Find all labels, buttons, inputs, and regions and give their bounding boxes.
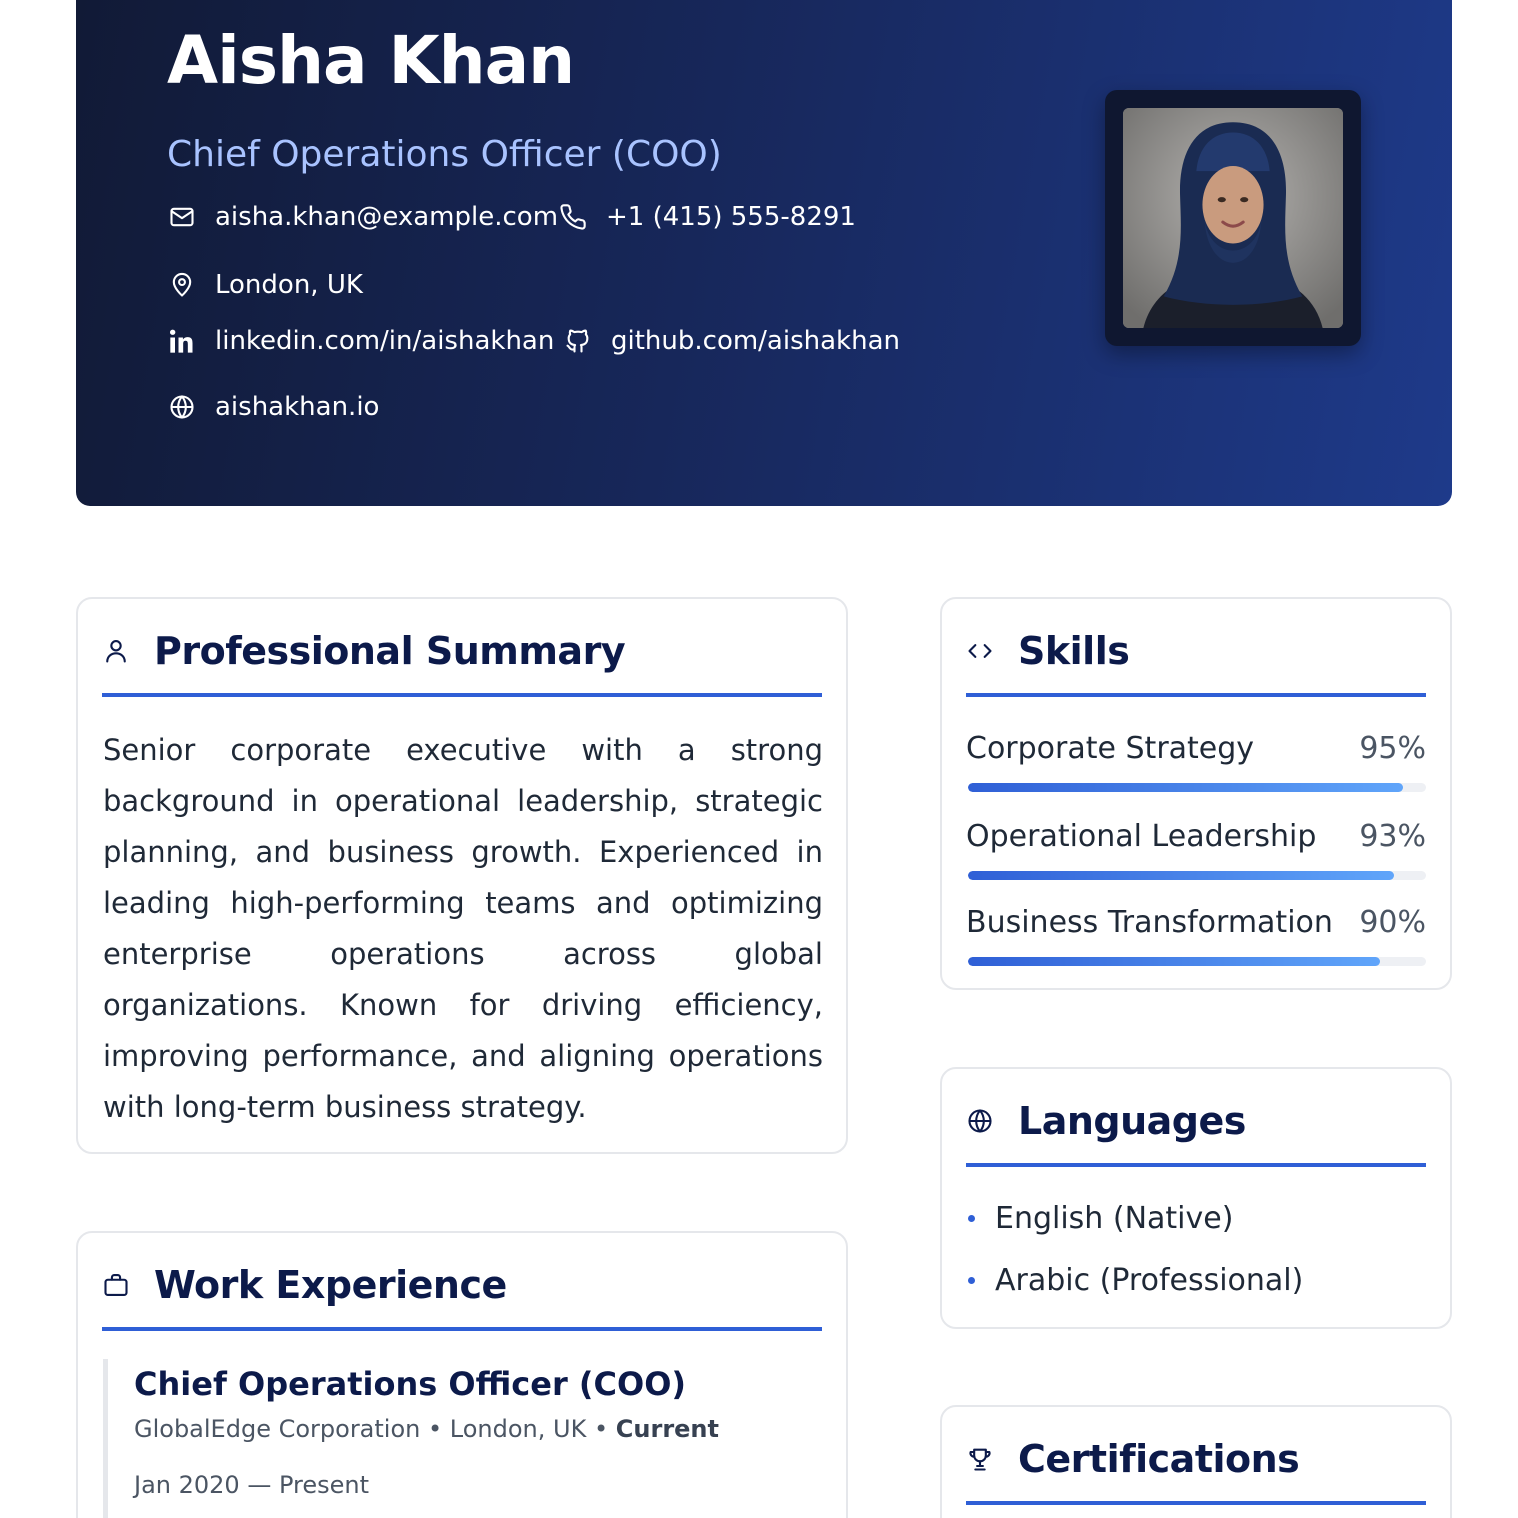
profile-photo-frame bbox=[1105, 90, 1361, 346]
skill-bar bbox=[968, 783, 1426, 792]
website-text: aishakhan.io bbox=[215, 392, 380, 422]
contact-github[interactable] bbox=[563, 326, 900, 356]
briefcase-icon bbox=[102, 1271, 132, 1301]
contact-website[interactable] bbox=[167, 392, 379, 422]
resume-header bbox=[76, 0, 1452, 506]
job-entry bbox=[103, 1359, 823, 1518]
language-item bbox=[966, 1201, 1233, 1236]
map-pin-icon bbox=[167, 270, 197, 300]
skill-item bbox=[966, 819, 1426, 899]
contact-linkedin[interactable] bbox=[167, 326, 554, 356]
experience-title: Work Experience bbox=[154, 1263, 507, 1307]
skill-bar-fill bbox=[968, 783, 1403, 792]
candidate-role: Chief Operations Officer (COO) bbox=[167, 134, 722, 175]
contact-phone[interactable] bbox=[558, 202, 856, 232]
skill-bar-fill bbox=[968, 871, 1394, 880]
certifications-title: Certifications bbox=[1018, 1437, 1300, 1481]
summary-header bbox=[102, 629, 822, 697]
summary-card bbox=[76, 597, 848, 1154]
contact-email[interactable] bbox=[167, 202, 558, 232]
skills-card bbox=[940, 597, 1452, 990]
github-icon bbox=[563, 326, 593, 356]
job-meta bbox=[134, 1415, 823, 1443]
skill-item bbox=[966, 731, 1426, 811]
certifications-card bbox=[940, 1405, 1452, 1518]
languages-header bbox=[966, 1099, 1426, 1167]
profile-photo bbox=[1123, 108, 1343, 328]
skill-bar bbox=[968, 957, 1426, 966]
separator-dot: • bbox=[428, 1415, 450, 1443]
skill-name: Operational Leadership bbox=[966, 819, 1317, 854]
skill-percent: 90% bbox=[1359, 905, 1426, 940]
trophy-icon bbox=[966, 1445, 996, 1475]
user-icon bbox=[102, 637, 132, 667]
skill-name: Business Transformation bbox=[966, 905, 1333, 940]
job-title: Chief Operations Officer (COO) bbox=[134, 1365, 687, 1403]
skills-header bbox=[966, 629, 1426, 697]
skill-percent: 93% bbox=[1359, 819, 1426, 854]
skill-name: Corporate Strategy bbox=[966, 731, 1255, 766]
language-item bbox=[966, 1263, 1303, 1298]
location-text: London, UK bbox=[215, 270, 363, 300]
languages-card bbox=[940, 1067, 1452, 1329]
experience-header bbox=[102, 1263, 822, 1331]
contact-location bbox=[167, 270, 363, 300]
globe-icon bbox=[167, 392, 197, 422]
mail-icon bbox=[167, 202, 197, 232]
skill-bar bbox=[968, 871, 1426, 880]
language-name: Arabic (Professional) bbox=[995, 1263, 1304, 1298]
summary-text: Senior corporate executive with a strong background in operational leadership, strategic planning, and business growth. Experienced in leading high-performing teams and optimizing enterprise operations across global organizations. Known for driving efficiency, improving performance, and aligning operations with long-term business strategy. bbox=[103, 733, 823, 1124]
certifications-header bbox=[966, 1437, 1426, 1505]
linkedin-text: linkedin.com/in/aishakhan bbox=[215, 326, 555, 356]
experience-card bbox=[76, 1231, 848, 1518]
skills-title: Skills bbox=[1018, 629, 1130, 673]
phone-icon bbox=[558, 202, 588, 232]
linkedin-icon bbox=[167, 326, 197, 356]
separator-dot: • bbox=[593, 1415, 616, 1443]
language-name: English (Native) bbox=[995, 1201, 1234, 1236]
github-text: github.com/aishakhan bbox=[611, 326, 900, 356]
job-status: Current bbox=[615, 1415, 719, 1443]
candidate-name: Aisha Khan bbox=[167, 22, 575, 99]
job-dates: Jan 2020 — Present bbox=[134, 1471, 370, 1499]
summary-title: Professional Summary bbox=[154, 629, 626, 673]
email-text: aisha.khan@example.com bbox=[215, 202, 559, 232]
code-icon bbox=[966, 637, 996, 667]
skill-percent: 95% bbox=[1359, 731, 1426, 766]
globe-icon bbox=[966, 1107, 996, 1137]
skill-item bbox=[966, 905, 1426, 985]
skill-bar-fill bbox=[968, 957, 1380, 966]
job-location: London, UK bbox=[449, 1415, 587, 1443]
languages-title: Languages bbox=[1018, 1099, 1246, 1143]
bullet-dot bbox=[968, 1215, 975, 1222]
job-company: GlobalEdge Corporation bbox=[134, 1415, 421, 1443]
phone-text: +1 (415) 555-8291 bbox=[606, 202, 856, 232]
bullet-dot bbox=[968, 1277, 975, 1284]
